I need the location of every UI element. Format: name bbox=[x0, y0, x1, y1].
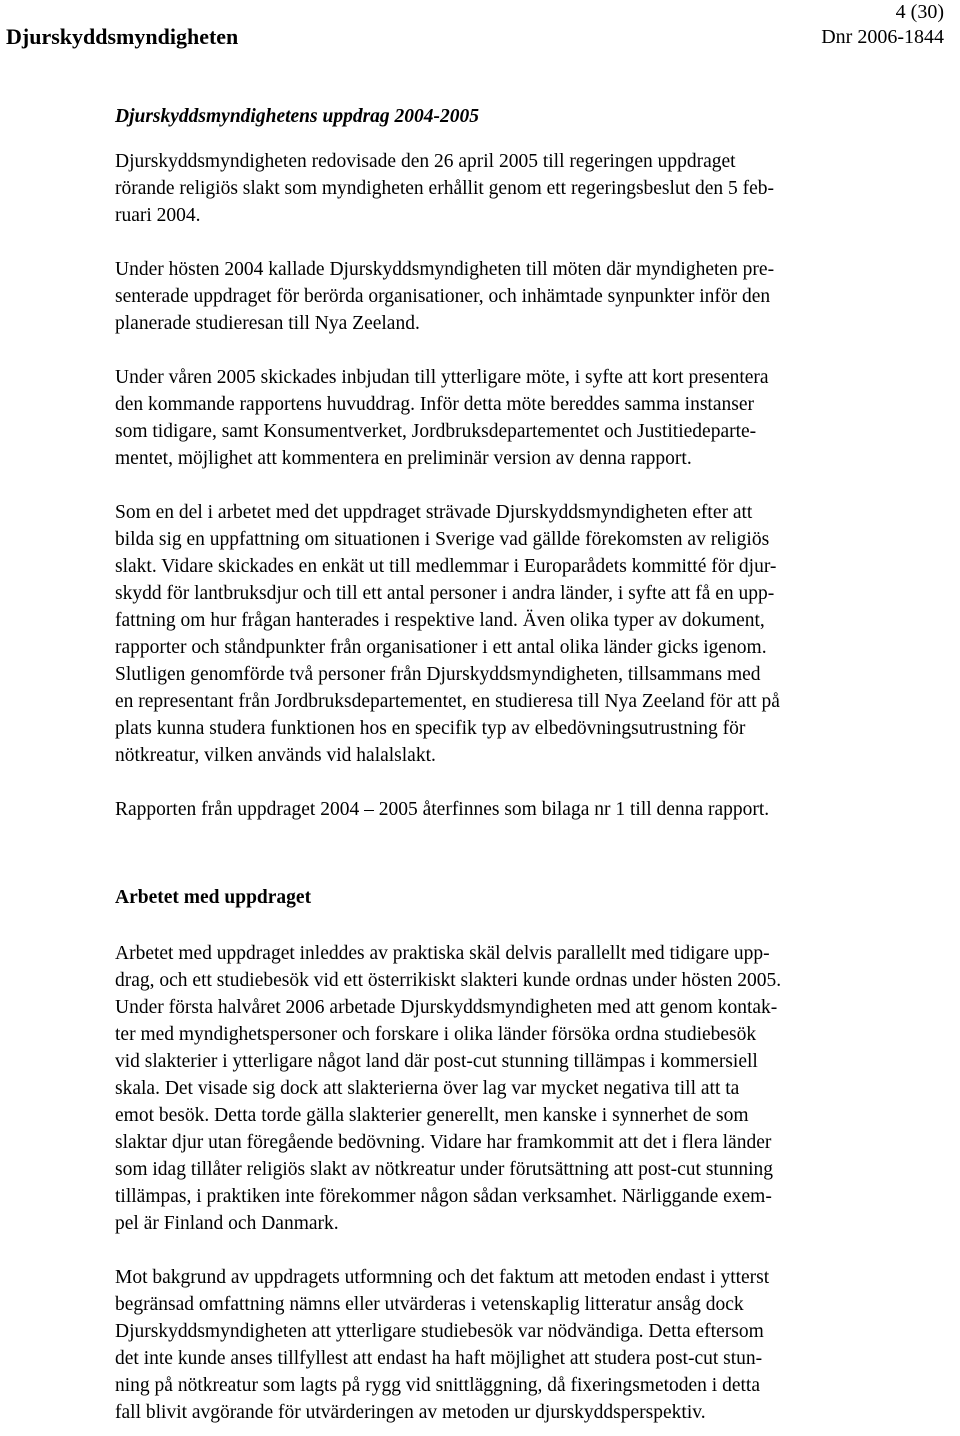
paragraph-line: nötkreatur, vilken används vid halalslakt. bbox=[115, 745, 436, 767]
paragraph-line: Som en del i arbetet med det uppdraget strävade Djurskyddsmyndigheten efter att bbox=[115, 502, 753, 524]
paragraph-line: skala. Det visade sig dock att slakterierna över lag var mycket negativa till att ta bbox=[115, 1077, 740, 1099]
paragraph-line: Slutligen genomförde två personer från Djurskyddsmyndigheten, tillsammans med bbox=[115, 664, 761, 686]
paragraph-line: Djurskyddsmyndigheten redovisade den 26 april 2005 till regeringen uppdraget bbox=[115, 151, 736, 173]
paragraph-spacer bbox=[115, 823, 945, 882]
paragraph-line: mentet, möjlighet att kommentera en preliminär version av denna rapport. bbox=[115, 448, 692, 470]
paragraph-line: rörande religiös slakt som myndigheten erhållit genom ett regeringsbeslut den 5 feb- bbox=[115, 178, 775, 200]
paragraph-line: skydd för lantbruksdjur och till ett antal personer i andra länder, i syfte att få en upp- bbox=[115, 583, 775, 605]
paragraph bbox=[115, 499, 945, 769]
paragraph-line: Rapporten från uppdraget 2004 – 2005 återfinnes som bilaga nr 1 till denna rapport. bbox=[115, 799, 770, 821]
paragraph-spacer bbox=[115, 229, 945, 256]
paragraph-line: Mot bakgrund av uppdragets utformning och det faktum att metoden endast i ytterst bbox=[115, 1266, 770, 1288]
paragraph-line: Under våren 2005 skickades inbjudan till ytterligare möte, i syfte att kort presentera bbox=[115, 367, 769, 389]
paragraph-line: ter med myndighetspersoner och forskare i olika länder försöka ordna studiebesök bbox=[115, 1023, 757, 1045]
paragraph bbox=[115, 256, 945, 337]
paragraph-line: drag, och ett studiebesök vid ett österrikiskt slakteri kunde ordnas under hösten 2005. bbox=[115, 969, 782, 991]
paragraph-line: Arbetet med uppdraget inleddes av praktiska skäl delvis parallellt med tidigare upp- bbox=[115, 942, 770, 964]
paragraph bbox=[115, 364, 945, 472]
document-body bbox=[115, 102, 945, 1426]
section-heading-text: Djurskyddsmyndighetens uppdrag 2004-2005 bbox=[115, 106, 480, 127]
paragraph-line: vid slakterier i ytterligare något land där post-cut stunning tillämpas i kommersiell bbox=[115, 1050, 758, 1072]
paragraph-spacer bbox=[115, 472, 945, 499]
paragraph-line: ning på nötkreatur som lagts på rygg vid snittläggning, då fixeringsmetoden i detta bbox=[115, 1374, 760, 1396]
paragraph-line: slaktar djur utan föregående bedövning. Vidare har framkommit att det i flera länder bbox=[115, 1131, 772, 1153]
paragraph-line: pel är Finland och Danmark. bbox=[115, 1212, 339, 1234]
paragraph-line: Under första halvåret 2006 arbetade Djurskyddsmyndigheten med att genom kontak- bbox=[115, 996, 778, 1018]
paragraph-line: emot besök. Detta torde gälla slakterier generellt, men kanske i synnerhet de som bbox=[115, 1104, 749, 1126]
section-heading-text: Arbetet med uppdraget bbox=[115, 886, 312, 908]
paragraph-line: rapporter och ståndpunkter från organisationer i ett antal olika länder gicks igenom. bbox=[115, 637, 767, 659]
paragraph bbox=[115, 148, 945, 229]
paragraph-line: senterade uppdraget för berörda organisationer, och inhämtade synpunkter inför den bbox=[115, 286, 771, 308]
paragraph-spacer bbox=[115, 337, 945, 364]
paragraph-line: som tidigare, samt Konsumentverket, Jordbruksdepartementet och Justitiedeparte- bbox=[115, 421, 757, 443]
paragraph-line: planerade studieresan till Nya Zeeland. bbox=[115, 313, 420, 335]
paragraph bbox=[115, 940, 945, 1237]
paragraph-line: plats kunna studera funktionen hos en specifik typ av elbedövningsutrustning för bbox=[115, 718, 746, 740]
paragraph-spacer bbox=[115, 769, 945, 796]
paragraph-line: tillämpas, i praktiken inte förekommer någon sådan verksamhet. Närliggande exem- bbox=[115, 1185, 772, 1207]
document-reference: Dnr 2006-1844 bbox=[821, 26, 944, 48]
paragraph-line: som idag tillåter religiös slakt av nötkreatur under förutsättning att post-cut stunning bbox=[115, 1158, 773, 1180]
paragraph-line: fall blivit avgörande för utvärderingen av metoden ur djurskyddsperspektiv. bbox=[115, 1401, 706, 1423]
paragraph-line: Under hösten 2004 kallade Djurskyddsmyndigheten till möten där myndigheten pre- bbox=[115, 259, 775, 281]
section-heading bbox=[115, 102, 945, 132]
paragraph-line: begränsad omfattning nämns eller utvärderas i vetenskaplig litteratur ansåg dock bbox=[115, 1293, 744, 1315]
paragraph-line: fattning om hur frågan hanterades i respektive land. Även olika typer av dokument, bbox=[115, 610, 765, 632]
paragraph-spacer bbox=[115, 132, 945, 148]
section-heading bbox=[115, 883, 945, 913]
paragraph-line: den kommande rapportens huvuddrag. Inför detta möte bereddes samma instanser bbox=[115, 394, 754, 416]
paragraph-spacer bbox=[115, 1237, 945, 1264]
agency-name: Djurskyddsmyndigheten bbox=[6, 24, 239, 49]
paragraph bbox=[115, 796, 945, 823]
paragraph-line: ruari 2004. bbox=[115, 205, 201, 227]
paragraph-line: Djurskyddsmyndigheten att ytterligare studiebesök var nödvändiga. Detta eftersom bbox=[115, 1320, 764, 1342]
paragraph-line: slakt. Vidare skickades en enkät ut till medlemmar i Europarådets kommitté för djur- bbox=[115, 556, 777, 578]
paragraph-spacer bbox=[115, 913, 945, 940]
paragraph-line: det inte kunde anses tillfyllest att endast ha haft möjlighet att studera post-cut stun- bbox=[115, 1347, 763, 1369]
paragraph bbox=[115, 1264, 945, 1426]
page-number: 4 (30) bbox=[895, 1, 944, 23]
paragraph-line: bilda sig en uppfattning om situationen i Sverige vad gällde förekomsten av religiös bbox=[115, 529, 770, 551]
paragraph-line: en representant från Jordbruksdepartementet, en studieresa till Nya Zeeland för att på bbox=[115, 691, 780, 713]
